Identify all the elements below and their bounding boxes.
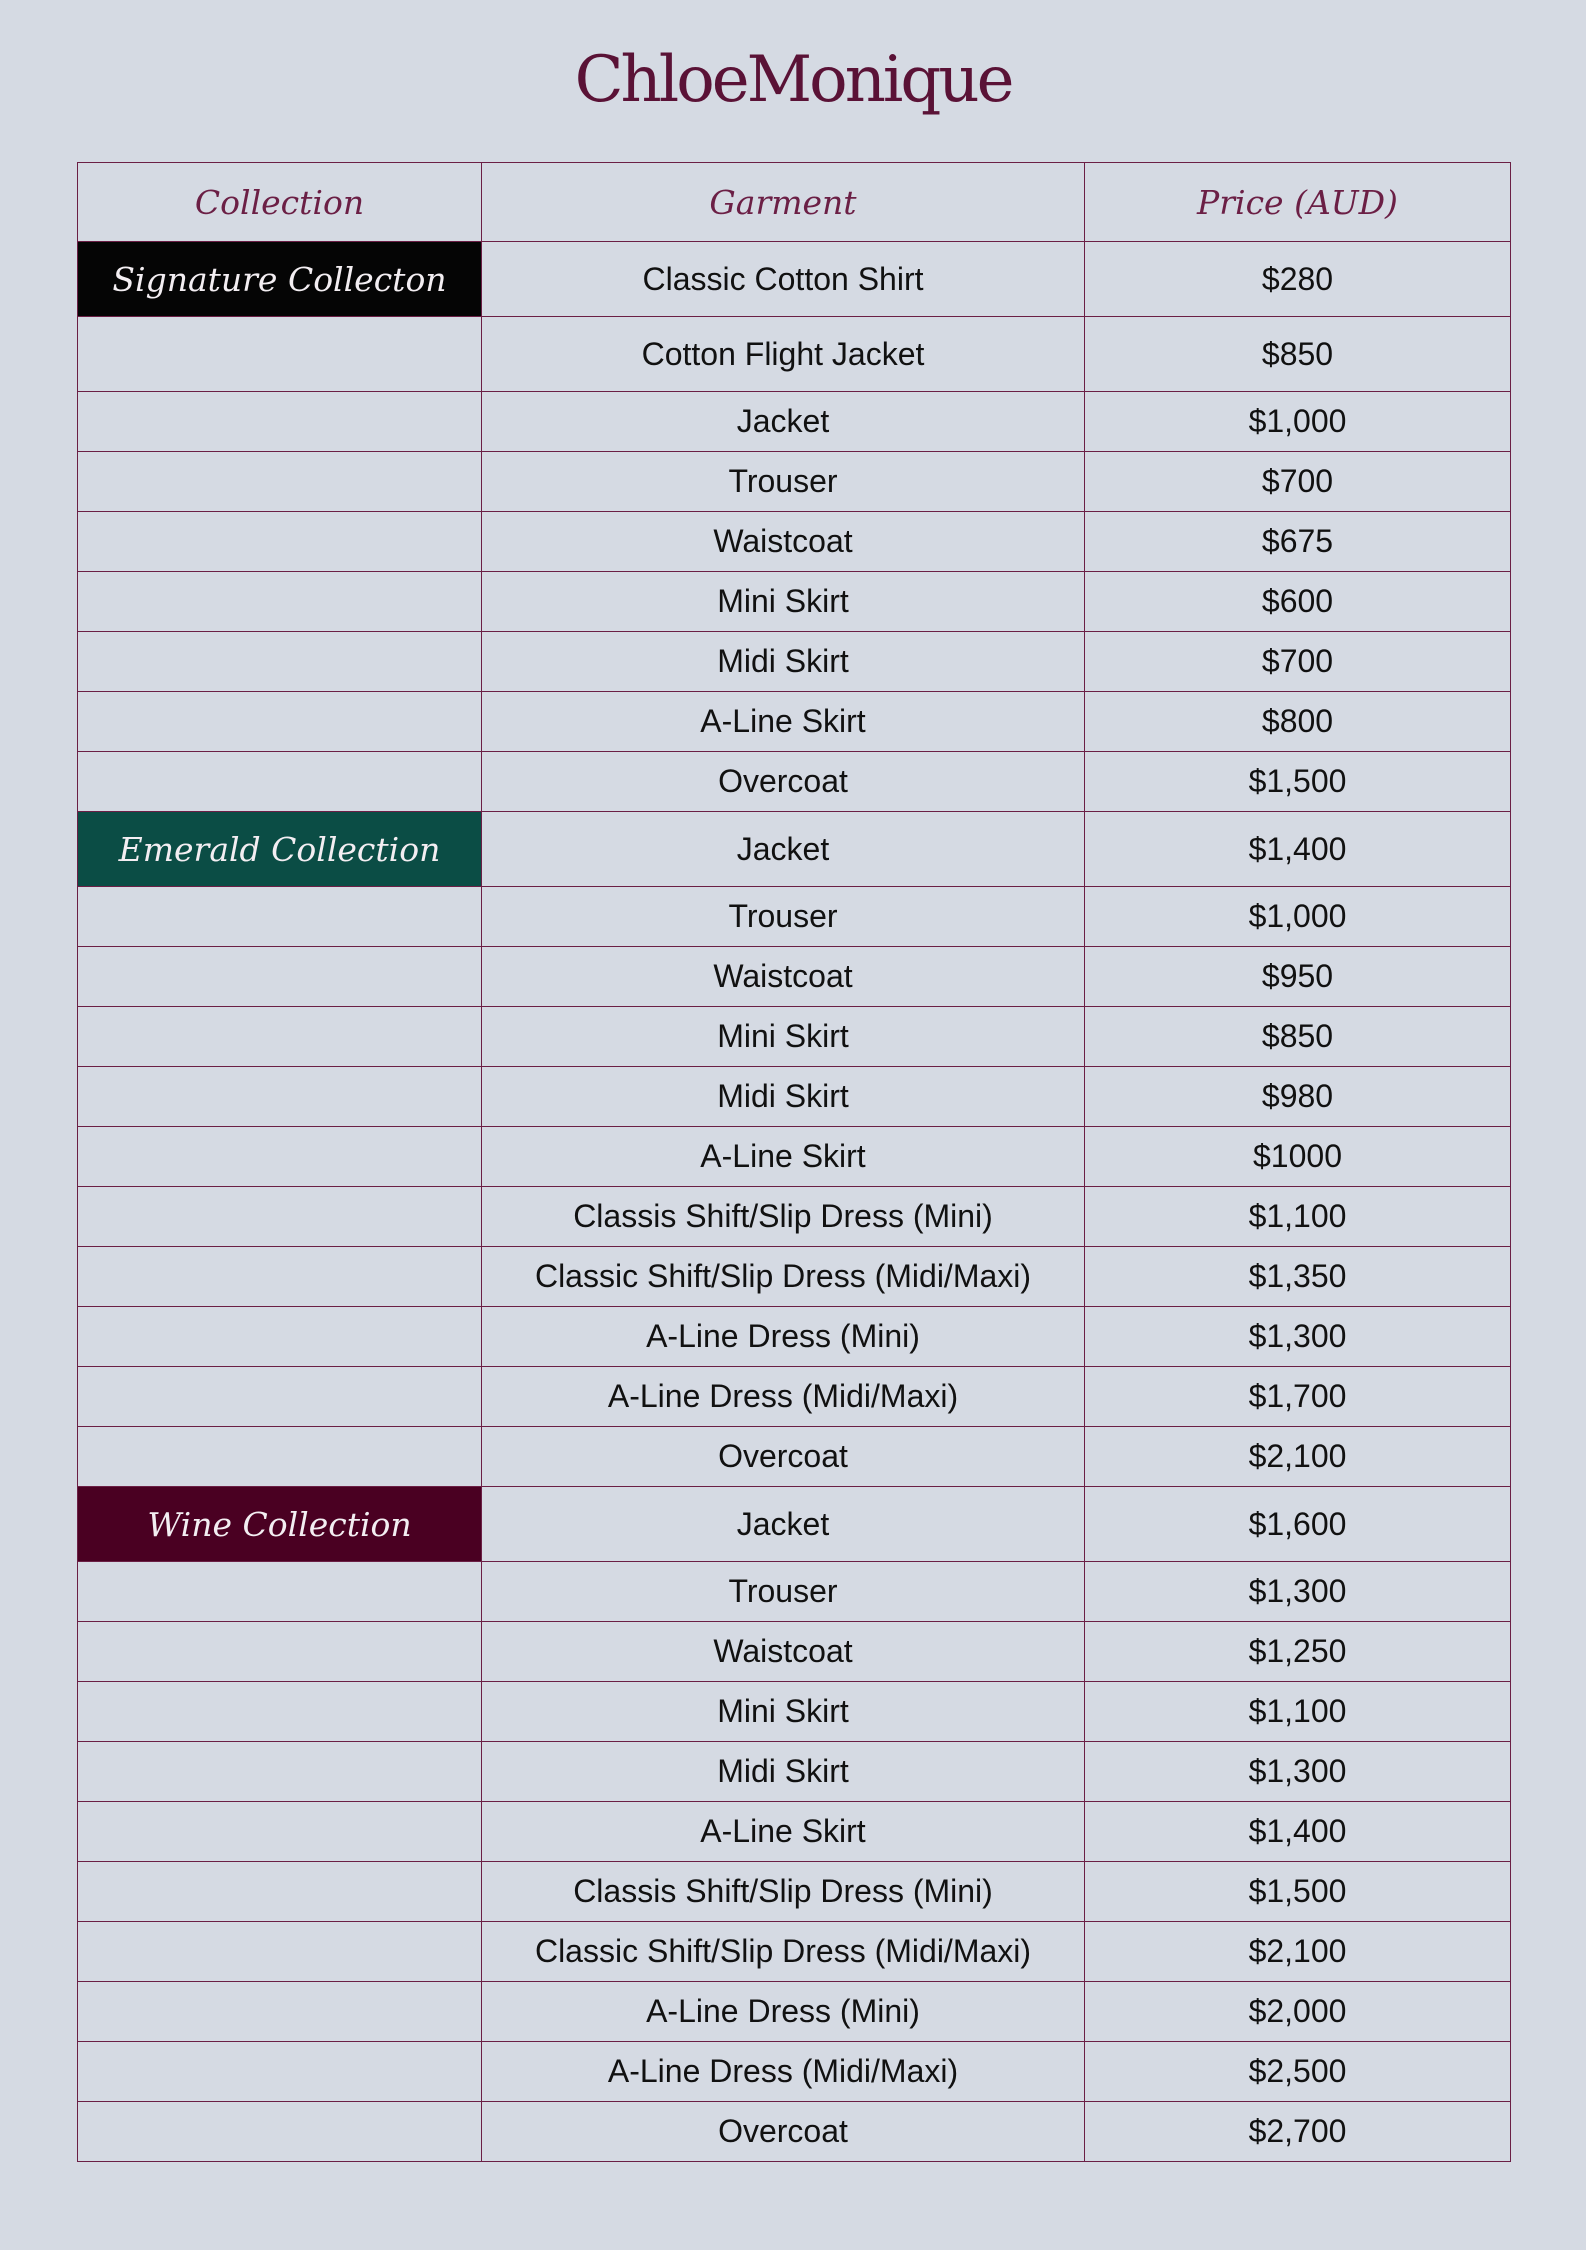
collection-cell-empty — [78, 1802, 482, 1862]
price-cell: $700 — [1085, 452, 1511, 512]
garment-cell: A-Line Skirt — [482, 1127, 1085, 1187]
table-row — [78, 1487, 1511, 1562]
garment-cell: Jacket — [482, 1487, 1085, 1562]
table-row — [78, 242, 1511, 317]
garment-cell: A-Line Dress (Mini) — [482, 1307, 1085, 1367]
garment-cell: Classis Shift/Slip Dress (Mini) — [482, 1187, 1085, 1247]
price-cell: $1,300 — [1085, 1562, 1511, 1622]
collection-cell-empty — [78, 1922, 482, 1982]
price-cell: $2,100 — [1085, 1922, 1511, 1982]
garment-cell: Classic Shift/Slip Dress (Midi/Maxi) — [482, 1922, 1085, 1982]
collection-cell-empty — [78, 1187, 482, 1247]
price-cell: $1000 — [1085, 1127, 1511, 1187]
table-row — [78, 317, 1511, 392]
collection-cell-empty — [78, 512, 482, 572]
table-row — [78, 392, 1511, 452]
collection-cell-empty — [78, 1247, 482, 1307]
collection-cell-empty — [78, 392, 482, 452]
collection-cell-empty — [78, 1427, 482, 1487]
table-row — [78, 1067, 1511, 1127]
table-row — [78, 2102, 1511, 2162]
table-row — [78, 1427, 1511, 1487]
table-row — [78, 1862, 1511, 1922]
table-row — [78, 752, 1511, 812]
price-cell: $2,700 — [1085, 2102, 1511, 2162]
table-row — [78, 2042, 1511, 2102]
table-row — [78, 1127, 1511, 1187]
collection-cell-empty — [78, 1067, 482, 1127]
garment-cell: Midi Skirt — [482, 1742, 1085, 1802]
garment-cell: Classis Shift/Slip Dress (Mini) — [482, 1862, 1085, 1922]
table-row — [78, 1982, 1511, 2042]
garment-cell: Jacket — [482, 392, 1085, 452]
garment-cell: Overcoat — [482, 1427, 1085, 1487]
collection-cell-empty — [78, 452, 482, 512]
collection-cell-empty — [78, 572, 482, 632]
price-cell: $280 — [1085, 242, 1511, 317]
collection-cell-empty — [78, 947, 482, 1007]
collection-column-header: Collection — [78, 163, 482, 242]
table-row — [78, 452, 1511, 512]
price-cell: $2,000 — [1085, 1982, 1511, 2042]
collection-cell-empty — [78, 2042, 482, 2102]
table-row — [78, 1367, 1511, 1427]
price-cell: $850 — [1085, 1007, 1511, 1067]
garment-cell: Waistcoat — [482, 512, 1085, 572]
garment-cell: A-Line Skirt — [482, 1802, 1085, 1862]
price-cell: $850 — [1085, 317, 1511, 392]
garment-cell: Mini Skirt — [482, 1007, 1085, 1067]
collection-cell-empty — [78, 1367, 482, 1427]
table-row — [78, 1307, 1511, 1367]
table-row — [78, 1802, 1511, 1862]
collection-label: Emerald Collection — [78, 812, 482, 887]
price-cell: $2,500 — [1085, 2042, 1511, 2102]
price-cell: $800 — [1085, 692, 1511, 752]
table-row — [78, 1247, 1511, 1307]
price-table-body — [78, 242, 1511, 2162]
table-row — [78, 1562, 1511, 1622]
collection-cell-empty — [78, 887, 482, 947]
table-row — [78, 1742, 1511, 1802]
garment-cell: Cotton Flight Jacket — [482, 317, 1085, 392]
table-row — [78, 512, 1511, 572]
price-cell: $1,400 — [1085, 812, 1511, 887]
garment-cell: Midi Skirt — [482, 632, 1085, 692]
collection-cell-empty — [78, 1307, 482, 1367]
price-cell: $980 — [1085, 1067, 1511, 1127]
garment-cell: Classic Shift/Slip Dress (Midi/Maxi) — [482, 1247, 1085, 1307]
table-row — [78, 692, 1511, 752]
collection-label: Wine Collection — [78, 1487, 482, 1562]
collection-cell-empty — [78, 1742, 482, 1802]
collection-cell-empty — [78, 752, 482, 812]
table-row — [78, 1922, 1511, 1982]
garment-column-header: Garment — [482, 163, 1085, 242]
price-column-header: Price (AUD) — [1085, 163, 1511, 242]
table-header-row — [78, 163, 1511, 242]
price-cell: $675 — [1085, 512, 1511, 572]
price-cell: $1,350 — [1085, 1247, 1511, 1307]
price-cell: $1,300 — [1085, 1742, 1511, 1802]
garment-cell: Waistcoat — [482, 947, 1085, 1007]
garment-cell: Waistcoat — [482, 1622, 1085, 1682]
price-cell: $2,100 — [1085, 1427, 1511, 1487]
table-row — [78, 572, 1511, 632]
price-cell: $1,400 — [1085, 1802, 1511, 1862]
garment-cell: Jacket — [482, 812, 1085, 887]
price-cell: $1,700 — [1085, 1367, 1511, 1427]
garment-cell: Overcoat — [482, 752, 1085, 812]
collection-cell-empty — [78, 1127, 482, 1187]
price-cell: $1,500 — [1085, 1862, 1511, 1922]
garment-cell: A-Line Dress (Midi/Maxi) — [482, 2042, 1085, 2102]
brand-title: ChloeMonique — [574, 43, 1012, 117]
garment-cell: Trouser — [482, 452, 1085, 512]
collection-cell-empty — [78, 1622, 482, 1682]
price-table — [77, 162, 1511, 2162]
collection-cell-empty — [78, 2102, 482, 2162]
collection-cell-empty — [78, 1562, 482, 1622]
collection-cell-empty — [78, 1007, 482, 1067]
price-cell: $700 — [1085, 632, 1511, 692]
garment-cell: Trouser — [482, 887, 1085, 947]
price-cell: $1,100 — [1085, 1682, 1511, 1742]
table-row — [78, 812, 1511, 887]
garment-cell: A-Line Dress (Midi/Maxi) — [482, 1367, 1085, 1427]
price-cell: $1,500 — [1085, 752, 1511, 812]
price-cell: $600 — [1085, 572, 1511, 632]
table-row — [78, 1187, 1511, 1247]
price-cell: $1,250 — [1085, 1622, 1511, 1682]
collection-cell-empty — [78, 317, 482, 392]
price-cell: $1,100 — [1085, 1187, 1511, 1247]
table-row — [78, 947, 1511, 1007]
garment-cell: Overcoat — [482, 2102, 1085, 2162]
garment-cell: Classic Cotton Shirt — [482, 242, 1085, 317]
price-cell: $1,600 — [1085, 1487, 1511, 1562]
collection-cell-empty — [78, 1682, 482, 1742]
garment-cell: A-Line Dress (Mini) — [482, 1982, 1085, 2042]
price-cell: $950 — [1085, 947, 1511, 1007]
collection-cell-empty — [78, 1982, 482, 2042]
price-cell: $1,000 — [1085, 392, 1511, 452]
garment-cell: Trouser — [482, 1562, 1085, 1622]
collection-cell-empty — [78, 1862, 482, 1922]
collection-cell-empty — [78, 632, 482, 692]
price-cell: $1,300 — [1085, 1307, 1511, 1367]
table-row — [78, 1682, 1511, 1742]
table-row — [78, 1622, 1511, 1682]
table-row — [78, 632, 1511, 692]
garment-cell: Mini Skirt — [482, 1682, 1085, 1742]
garment-cell: Mini Skirt — [482, 572, 1085, 632]
collection-label: Signature Collecton — [78, 242, 482, 317]
garment-cell: A-Line Skirt — [482, 692, 1085, 752]
table-row — [78, 1007, 1511, 1067]
garment-cell: Midi Skirt — [482, 1067, 1085, 1127]
price-cell: $1,000 — [1085, 887, 1511, 947]
table-row — [78, 887, 1511, 947]
collection-cell-empty — [78, 692, 482, 752]
